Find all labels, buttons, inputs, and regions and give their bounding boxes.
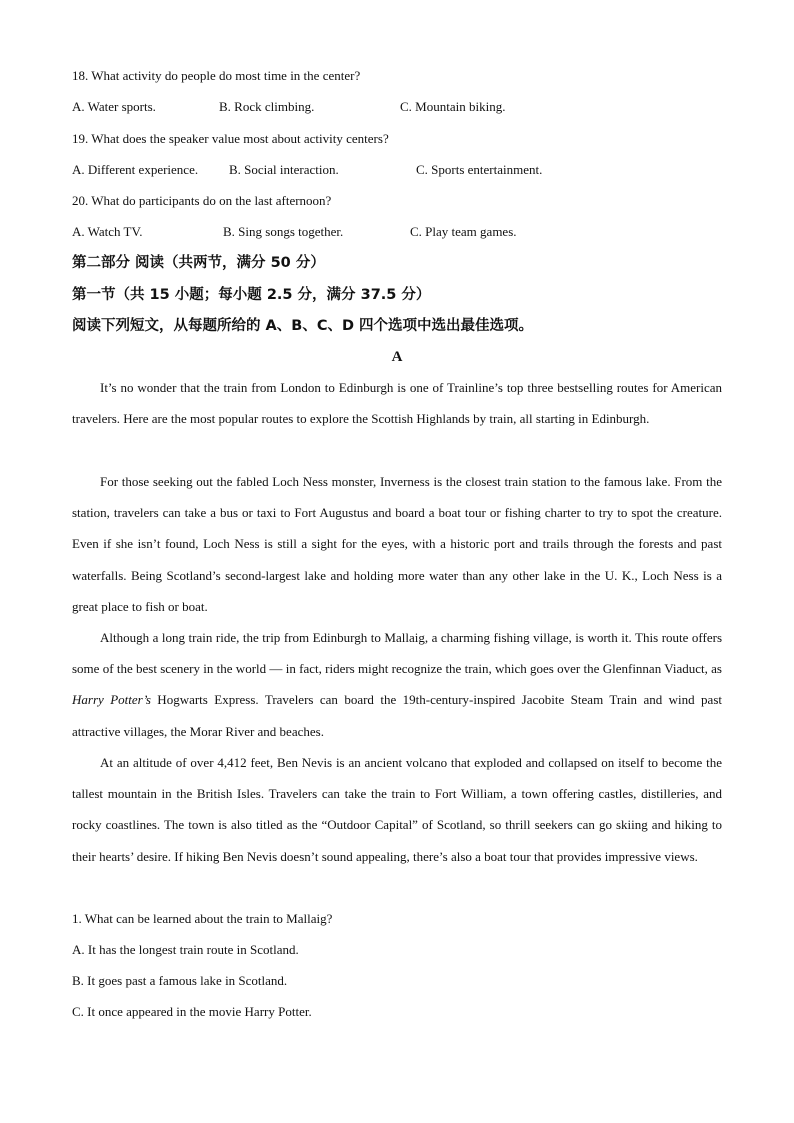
- part-title: 第二部分 阅读（共两节，满分 50 分）: [72, 255, 325, 271]
- option-a: A. Watch TV.: [72, 224, 143, 239]
- question-1-option-a: A. It has the longest train route in Scotland.: [72, 942, 299, 957]
- question-19: 19. What does the speaker value most about activity centers?: [72, 131, 389, 146]
- option-c: C. Sports entertainment.: [416, 162, 543, 177]
- option-a: A. Water sports.: [72, 99, 156, 114]
- question-18: 18. What activity do people do most time in the center?: [72, 68, 361, 83]
- paragraph-3-italic-title: Harry Potter’s: [72, 692, 151, 708]
- option-b: B. Rock climbing.: [219, 99, 315, 114]
- question-1: 1. What can be learned about the train to Mallaig?: [72, 911, 333, 926]
- paragraph-3-text-start: Although a long train ride, the trip from Edinburgh to Mallaig, a charming fishing village, is worth it. This route offers some of the best scenery in the world — in fact, riders might recognize the train, which goes over the Glenfinnan Viaduct, as: [72, 630, 722, 677]
- paragraph-4: At an altitude of over 4,412 feet, Ben Nevis is an ancient volcano that exploded and collapsed on itself to become the tallest mountain in the British Isles. Travelers can take the train to Fort William, a town offering castles, distilleries, and rocky coastlines. The town is also titled as the “Outdoor Capital” of Scotland, so thrill seekers can go skiing and hiking to their hearts’ desire. If hiking Ben Nevis doesn’t sound appealing, there’s also a boat tour that provides impressive views.: [72, 755, 722, 864]
- question-20: 20. What do participants do on the last afternoon?: [72, 193, 332, 208]
- instructions: 阅读下列短文，从每题所给的 A、B、C、D 四个选项中选出最佳选项。: [72, 318, 534, 334]
- option-c: C. Mountain biking.: [400, 99, 506, 114]
- option-b: B. Social interaction.: [229, 162, 339, 177]
- passage-label: A: [391, 349, 403, 365]
- paragraph-3: [72, 622, 722, 747]
- paragraph-1: It’s no wonder that the train from London to Edinburgh is one of Trainline’s top three bestselling routes for American travelers. Here are the most popular routes to explore the Scottish Highlands by train, all starting in Edinburgh.: [72, 380, 722, 427]
- paragraph-3-text-end: Hogwarts Express. Travelers can board the 19th-century-inspired Jacobite Steam Train and wind past attractive villages, the Morar River and beaches.: [72, 692, 722, 739]
- option-b: B. Sing songs together.: [223, 224, 344, 239]
- subsection-title: 第一节（共 15 小题；每小题 2.5 分，满分 37.5 分）: [72, 287, 431, 303]
- option-c: C. Play team games.: [410, 224, 517, 239]
- option-a: A. Different experience.: [72, 162, 199, 177]
- question-1-option-c: C. It once appeared in the movie Harry Potter.: [72, 1004, 312, 1019]
- question-1-option-b: B. It goes past a famous lake in Scotland.: [72, 973, 288, 988]
- paragraph-2: For those seeking out the fabled Loch Ness monster, Inverness is the closest train station to the famous lake. From the station, travelers can take a bus or taxi to Fort Augustus and board a boat tour or fishing charter to try to spot the creature. Even if she isn’t found, Loch Ness is still a sight for the eyes, with a historic port and trails through the forests and past waterfalls. Being Scotland’s second-largest lake and holding more water than any other lake in the U. K., Loch Ness is a great place to fish or boat.: [72, 474, 722, 614]
